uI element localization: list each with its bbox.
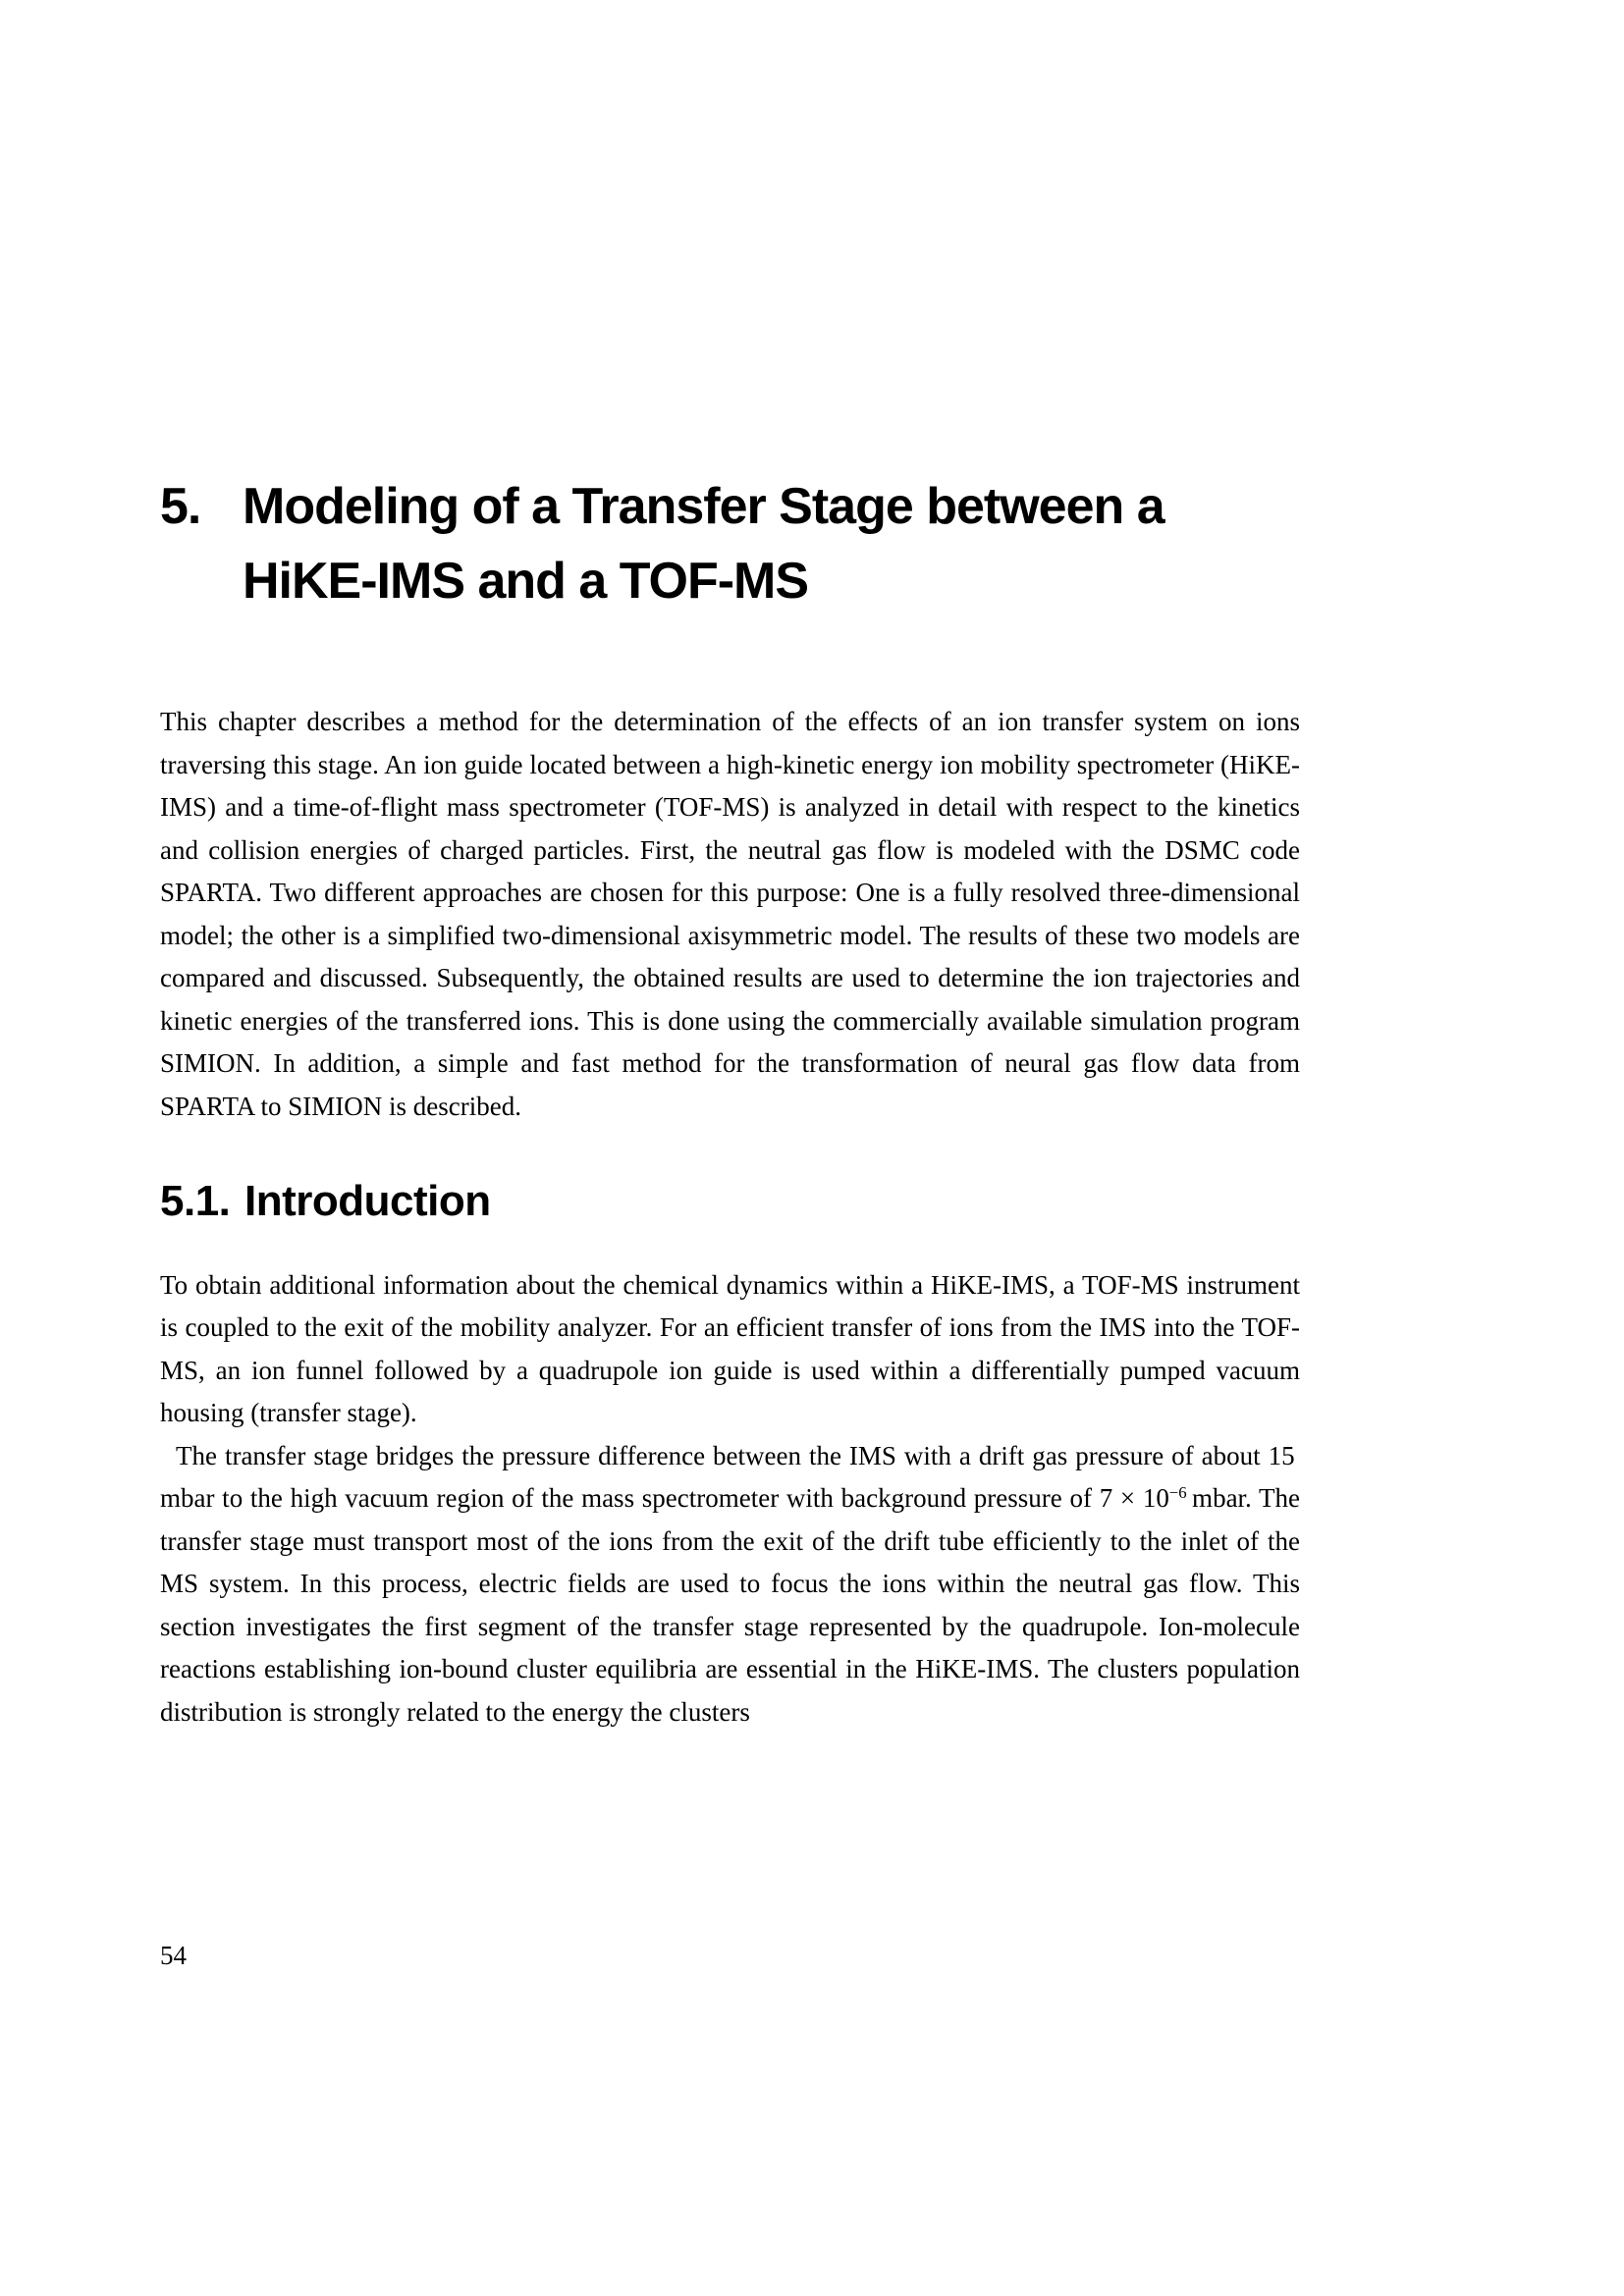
section-number: 5.1. bbox=[160, 1177, 231, 1225]
chapter-title: Modeling of a Transfer Stage between a HiKE-IMS and a TOF-MS bbox=[243, 478, 1164, 610]
section-paragraph-1: To obtain additional information about the chemical dynamics within a HiKE-IMS, a TOF-MS instrument is coupled to the exit of the mobility analyzer. For an efficient transfer of ions from the IMS into the TOF-MS, an ion funnel followed by a quadrupole ion guide is used within a differentially pumped vacuum housing (transfer stage). bbox=[160, 1269, 1300, 1428]
paragraph-2-text-end: mbar. The transfer stage must transport most of the ions from the exit of the drift tube efficiently to the inlet of the MS system. In this process, electric fields are used to focus the ions within the neutral gas flow. This section investigates the first segment of the transfer stage represented by the quadrupole. Ion-molecule reactions establishing ion-bound cluster equilibria are essential in the HiKE-IMS. The clusters population distribution is strongly related to the energy the clusters bbox=[160, 1483, 1300, 1727]
pressure-value: 7 × 10 bbox=[1099, 1483, 1169, 1514]
chapter-heading bbox=[160, 469, 1300, 618]
section-heading bbox=[160, 1175, 1300, 1228]
section-paragraph-2 bbox=[160, 1435, 1300, 1735]
paragraph-2-text-start: The transfer stage bridges the pressure difference between the IMS with a drift gas pressure of about 15 mbar to the high vacuum region of the mass spectrometer with background pressure of bbox=[160, 1440, 1300, 1514]
text-column bbox=[160, 0, 1300, 1734]
section-title: Introduction bbox=[244, 1177, 491, 1225]
page-number: 54 bbox=[160, 1941, 187, 1970]
chapter-number: 5. bbox=[160, 478, 201, 535]
chapter-intro-paragraph: This chapter describes a method for the determination of the effects of an ion transfer system on ions traversing this stage. An ion guide located between a high-kinetic energy ion mobility spectrometer (HiKE-IMS) and a time-of-flight mass spectrometer (TOF-MS) is analyzed in detail with respect to the kinetics and collision energies of charged particles. First, the neutral gas flow is modeled with the DSMC code SPARTA. Two different approaches are chosen for this purpose: One is a fully resolved three-dimensional model; the other is a simplified two-dimensional axisymmetric model. The results of these two models are compared and discussed. Subsequently, the obtained results are used to determine the ion trajectories and kinetic energies of the transferred ions. This is done using the commercially available simulation program SIMION. In addition, a simple and fast method for the transformation of neural gas flow data from SPARTA to SIMION is described. bbox=[160, 707, 1300, 1121]
pressure-exponent: −6 bbox=[1168, 1482, 1187, 1502]
